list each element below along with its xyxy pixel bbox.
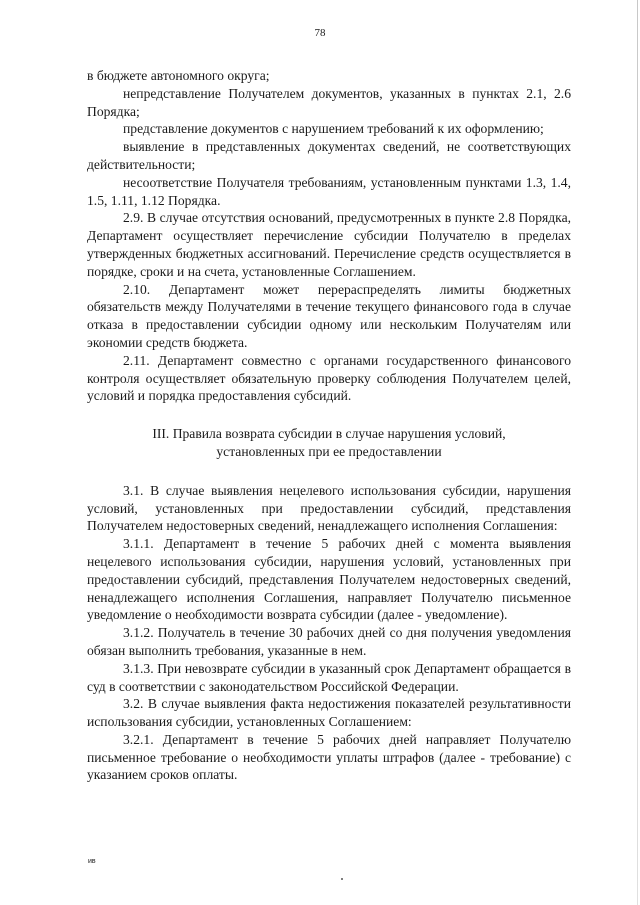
paragraph: 2.11. Департамент совместно с органами государственного финансового контроля осуществляет обязательную проверку соблюдения Получателем целей, условий и порядка предоставления субсидий.	[87, 352, 571, 404]
page-edge-line	[637, 0, 638, 905]
paragraph: непредставление Получателем документов, указанных в пунктах 2.1, 2.6 Порядка;	[87, 85, 571, 119]
paragraph: 3.2.1. Департамент в течение 5 рабочих дней направляет Получателю письменное требование о необходимости уплаты штрафов (далее - требование) с указанием сроков оплаты.	[87, 731, 571, 783]
paragraph: 3.2. В случае выявления факта недостижения показателей результативности использования субсидии, установленных Соглашением:	[87, 696, 571, 730]
paragraph: представление документов с нарушением требований к их оформлению;	[123, 121, 544, 137]
document-body	[87, 67, 571, 784]
section-heading-line: установленных при ее предоставлении	[216, 443, 442, 459]
section-heading-line: III. Правила возврата субсидии в случае нарушения условий,	[152, 426, 506, 442]
paragraph: 3.1. В случае выявления нецелевого использования субсидии, нарушения условий, установленных при предоставлении субсидий, представления Получателем недостоверных сведений, ненадлежащего исполнения Соглашения:	[87, 482, 571, 534]
paragraph: выявление в представленных документах сведений, не соответствующих действительности;	[87, 139, 571, 172]
section-heading	[87, 425, 571, 461]
paragraph: 3.1.1. Департамент в течение 5 рабочих дней с момента выявления нецелевого использования субсидии, нарушения условий, установленных при предоставлении субсидий, представления Получателем недостоверных сведений, ненадлежащего исполнения Соглашения, направляет Получателю письменное уведомление о необходимости возврата субсидии (далее - уведомление).	[87, 536, 571, 623]
footer-mark: ив	[88, 858, 96, 865]
paragraph: 3.1.2. Получатель в течение 30 рабочих дней со дня получения уведомления обязан выполнить требования, указанные в нем.	[87, 625, 571, 658]
paragraph: 2.9. В случае отсутствия оснований, предусмотренных в пункте 2.8 Порядка, Департамент осуществляет перечисление субсидии Получателю в пределах утвержденных бюджетных ассигнований. Перечисление средств осуществляется в порядке, сроки и на счета, установленные Соглашением.	[87, 210, 571, 279]
page-number: 78	[314, 27, 326, 39]
scan-speck	[341, 878, 343, 880]
paragraph: несоответствие Получателя требованиям, установленным пунктами 1.3, 1.4, 1.5, 1.11, 1.12 Порядка.	[87, 174, 571, 208]
paragraph: 3.1.3. При невозврате субсидии в указанный срок Департамент обращается в суд в соответствии с законодательством Российской Федерации.	[87, 660, 571, 694]
paragraph: в бюджете автономного округа;	[87, 68, 270, 83]
paragraph: 2.10. Департамент может перераспределять лимиты бюджетных обязательств между Получателями в течение текущего финансового года в случае отказа в предоставлении субсидии одному или нескольким Получателям или экономии средств бюджета.	[87, 281, 571, 350]
